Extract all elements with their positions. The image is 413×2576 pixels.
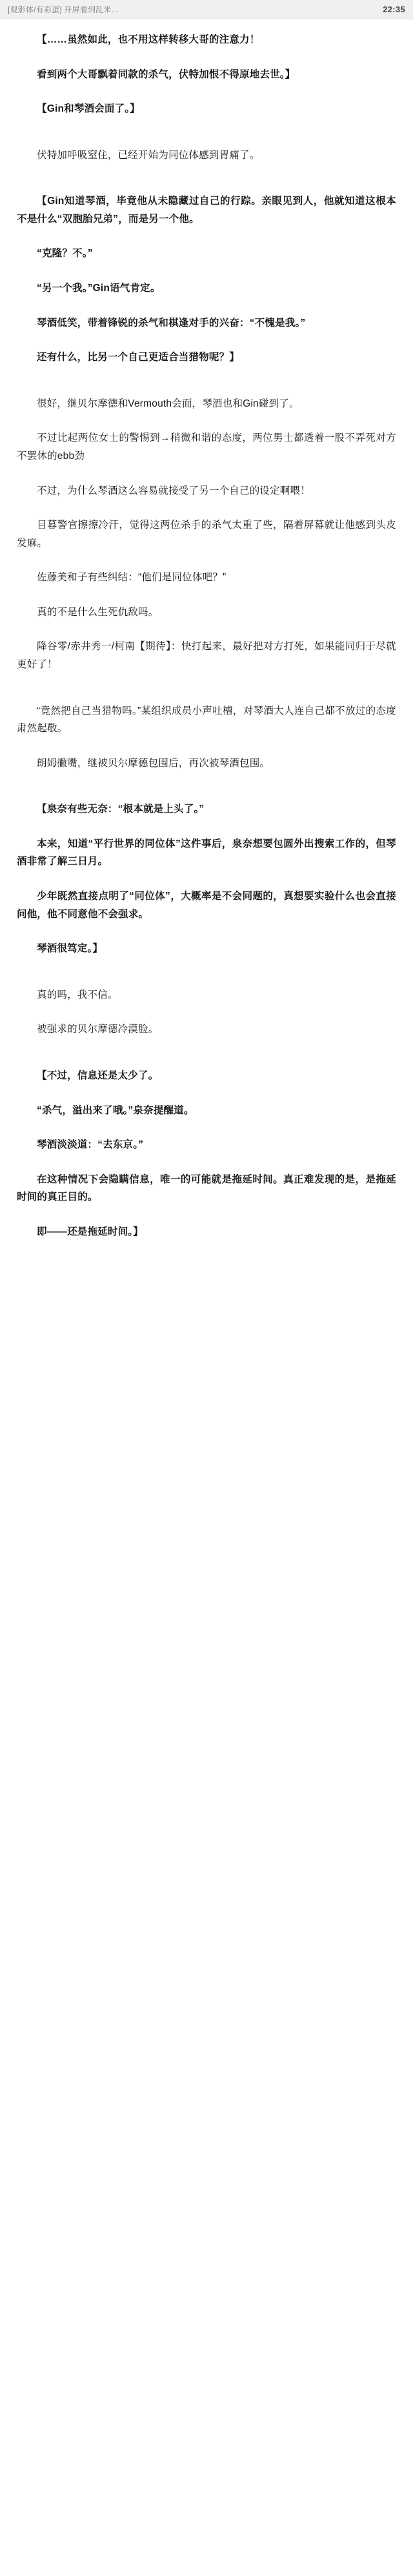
status-bar bbox=[0, 0, 413, 19]
paragraph: 被强求的贝尔摩德冷漠脸。 bbox=[37, 1024, 159, 1035]
chapter-title: [观影体/有彩蛋] 开屏看到乱米… bbox=[8, 5, 119, 14]
article-body bbox=[0, 19, 413, 1283]
paragraph: “克隆？不。” bbox=[37, 248, 93, 259]
paragraph: 琴酒淡淡道：“去东京。” bbox=[37, 1139, 144, 1151]
paragraph: 琴酒很笃定。】 bbox=[37, 943, 103, 955]
paragraph: 伏特加呼吸窒住，已经开始为同位体感到胃痛了。 bbox=[37, 149, 260, 161]
paragraph: 在这种情况下会隐瞒信息，唯一的可能就是拖延时间。真正难发现的是，是拖延时间的真正目的。 bbox=[17, 1173, 396, 1203]
paragraph: “竟然把自己当猎物吗。”某组织成员小声吐槽，对琴酒大人连自己都不放过的态度肃然起敬。 bbox=[17, 705, 396, 735]
paragraph: 不过比起两位女士的警惕到→稍微和谐的态度，两位男士都透着一股不弄死对方不罢休的ebb劲 bbox=[17, 432, 396, 461]
paragraph: “杀气，溢出来了哦。”泉奈提醒道。 bbox=[37, 1104, 194, 1116]
paragraph: 真的吗，我不信。 bbox=[37, 989, 118, 1000]
paragraph: 琴酒低笑，带着锋锐的杀气和棋逢对手的兴奋：“不愧是我。” bbox=[37, 317, 306, 329]
clock-time: 22:35 bbox=[383, 5, 405, 14]
paragraph: 即——还是拖延时间。】 bbox=[37, 1226, 143, 1237]
paragraph: 【泉奈有些无奈：“根本就是上头了。” bbox=[37, 804, 205, 815]
paragraph: 本来，知道“平行世界的同位体”这件事后，泉奈想要包圆外出搜索工作的，但琴酒非常了解三日月。 bbox=[17, 838, 396, 867]
paragraph: 真的不是什么生死仇敌吗。 bbox=[37, 606, 159, 618]
paragraph: 看到两个大哥飘着同款的杀气，伏特加恨不得原地去世。】 bbox=[37, 68, 296, 80]
paragraph: 【Gin知道琴酒，毕竟他从未隐藏过自己的行踪。亲眼见到人，他就知道这根本不是什么“双胞胎兄弟”，而是另一个他。 bbox=[17, 196, 396, 225]
paragraph: 佐藤美和子有些纠结：“他们是同位体吧？” bbox=[37, 572, 227, 583]
paragraph: “另一个我。”Gin语气肯定。 bbox=[37, 283, 161, 294]
paragraph: 还有什么，比另一个自己更适合当猎物呢？】 bbox=[37, 352, 240, 363]
paragraph: 【Gin和琴酒会面了。】 bbox=[37, 103, 140, 115]
paragraph: 【不过，信息还是太少了。 bbox=[37, 1070, 159, 1081]
paragraph: 少年既然直接点明了“同位体”，大概率是不会同题的，真想要实验什么也会直接问他，他不同意他不会强求。 bbox=[17, 891, 396, 920]
paragraph: 朗姆撇嘴，继被贝尔摩德包围后，再次被琴酒包围。 bbox=[37, 757, 270, 769]
paragraph: 降谷零/赤井秀一/柯南【期待】：快打起来，最好把对方打死，如果能同归于尽就更好了！ bbox=[17, 641, 396, 670]
paragraph: 很好，继贝尔摩德和Vermouth会面，琴酒也和Gin碰到了。 bbox=[37, 398, 299, 409]
paragraph: 不过，为什么琴酒这么容易就接受了另一个自己的设定啊喂！ bbox=[37, 485, 310, 496]
paragraph: 【……虽然如此，也不用这样转移大哥的注意力！ bbox=[37, 34, 260, 45]
paragraph: 目暮警官擦擦冷汗，觉得这两位杀手的杀气太重了些，隔着屏幕就让他感到头皮发麻。 bbox=[17, 520, 396, 549]
status-bar-left bbox=[8, 4, 119, 15]
